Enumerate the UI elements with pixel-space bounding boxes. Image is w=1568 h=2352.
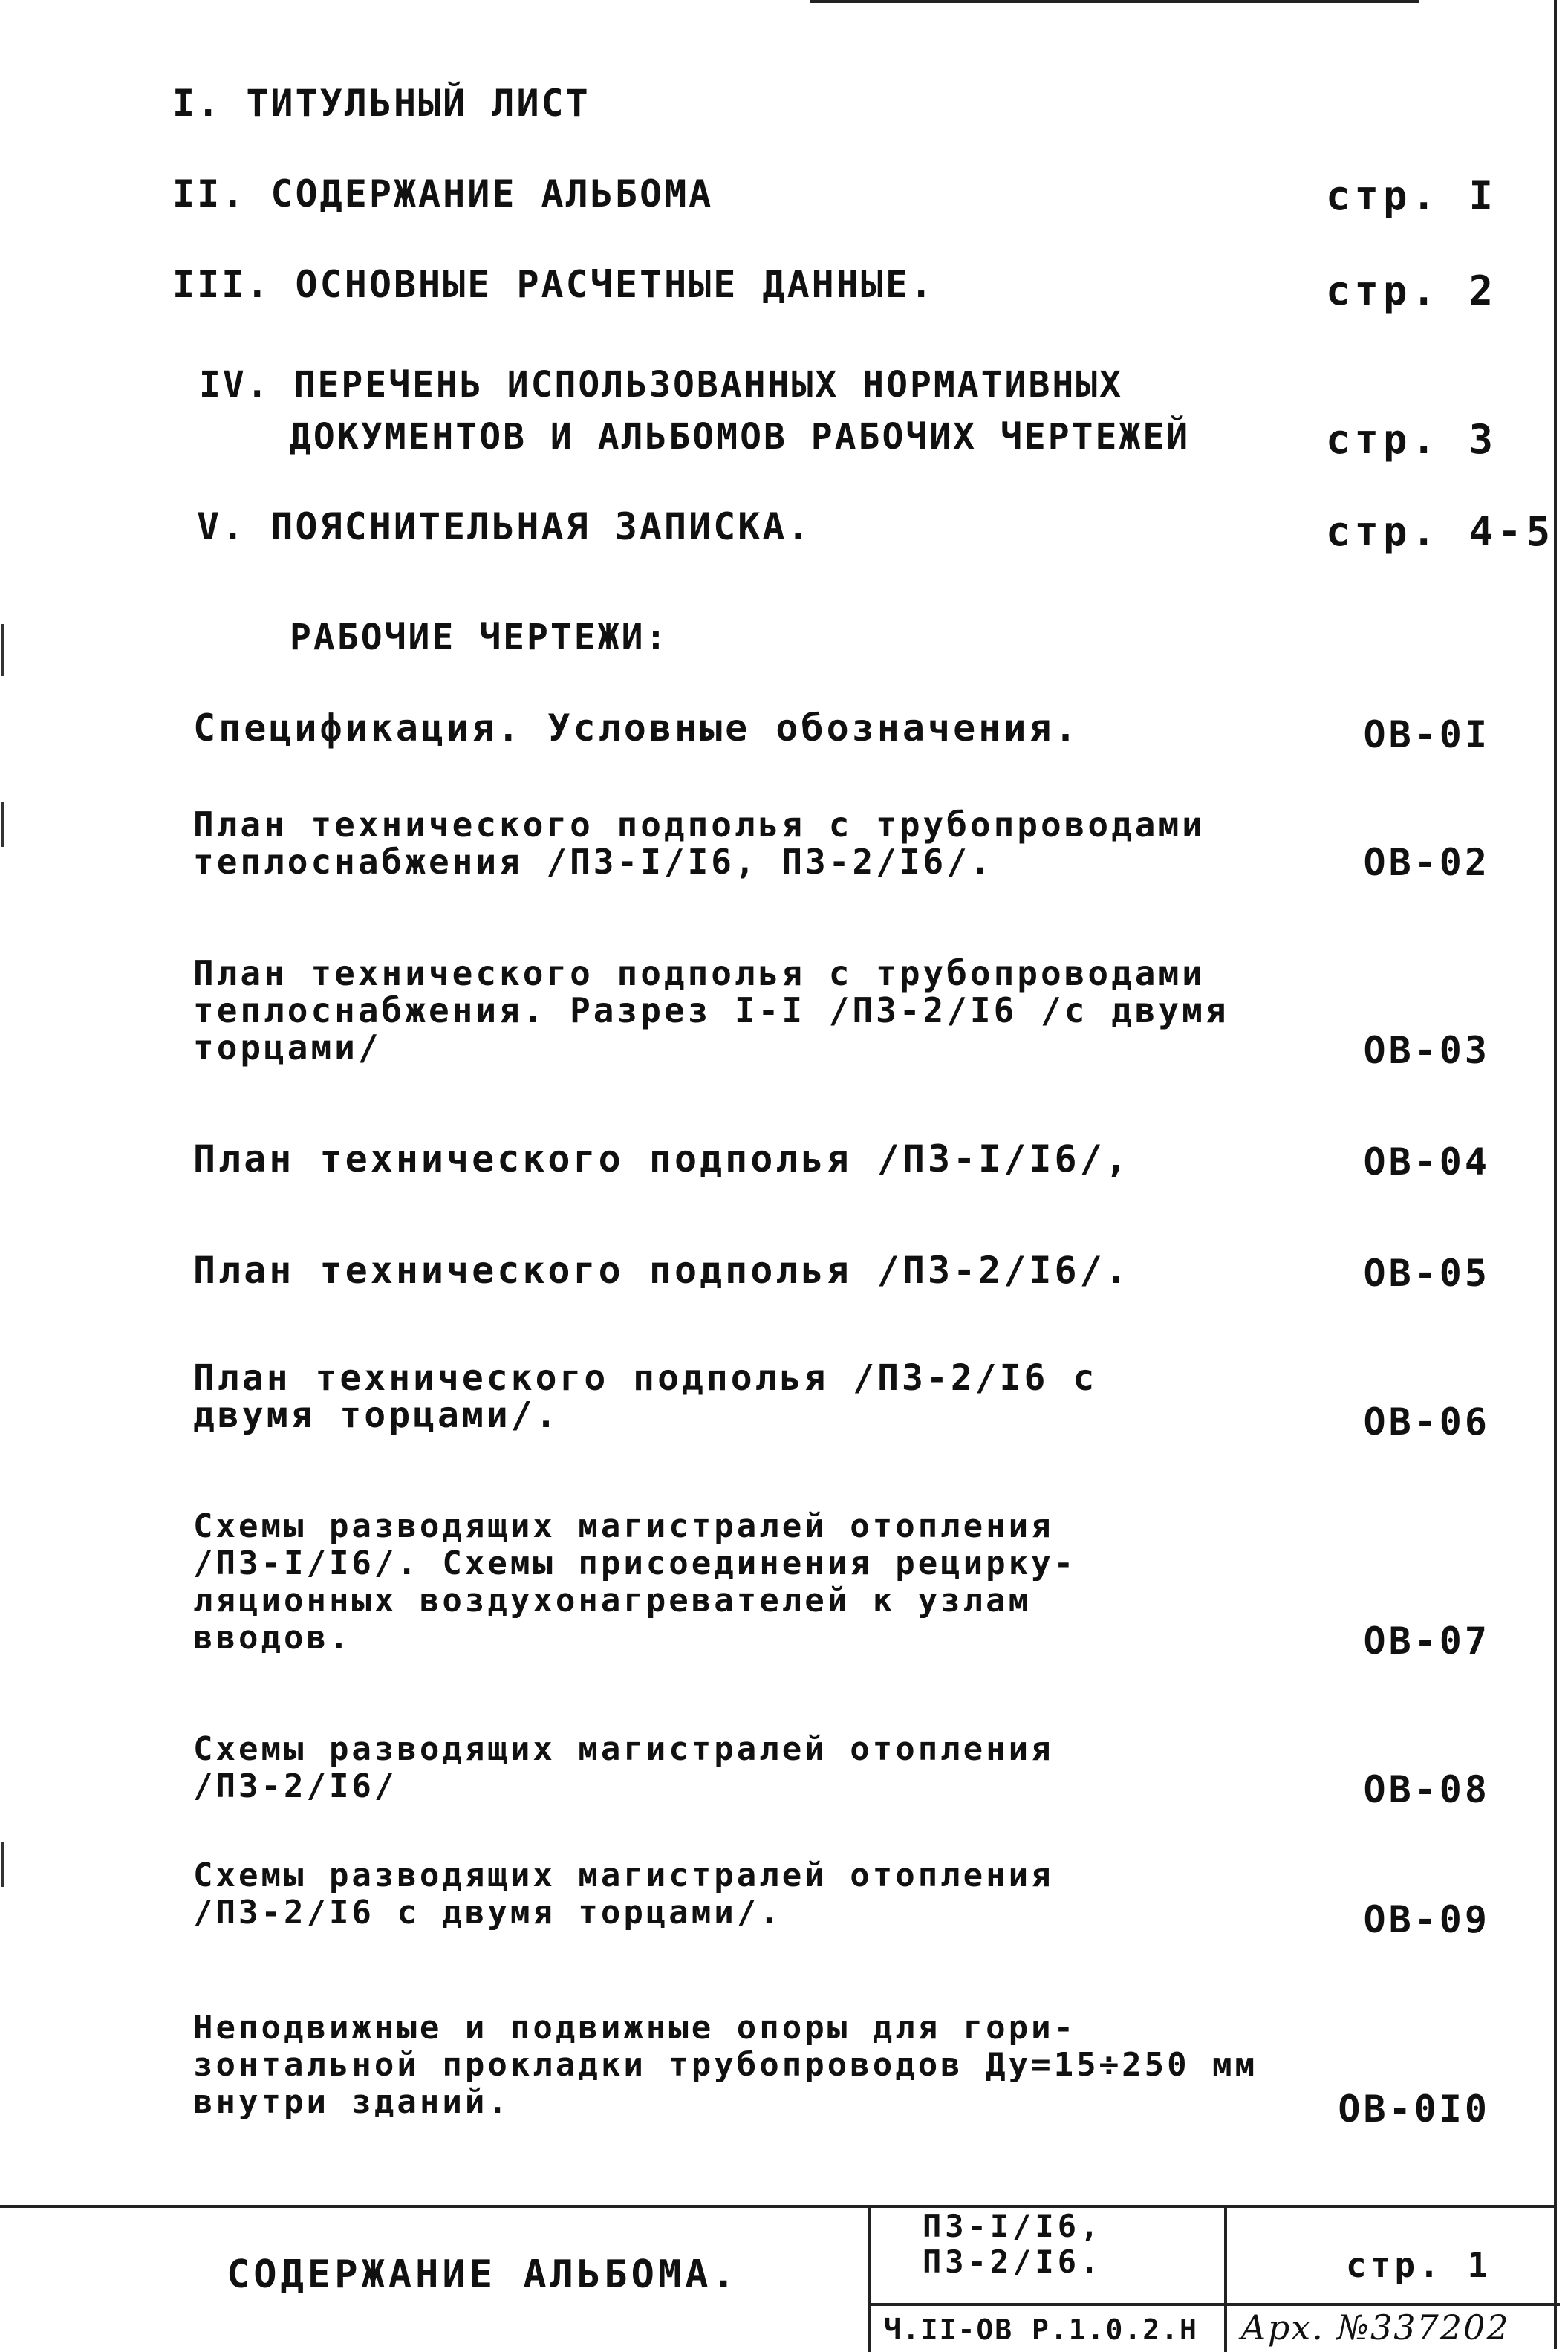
- section-item: [172, 172, 713, 215]
- drawing-line: План технического подполья с трубопроводами: [193, 953, 1206, 993]
- drawing-line: План технического подполья /П3-2/I6/.: [193, 1249, 1131, 1292]
- section-number: IV.: [199, 364, 270, 406]
- drawing-description: [193, 1857, 1054, 1932]
- section-page: стр. 4-5: [1326, 508, 1555, 555]
- drawing-line: /П3-2/I6/: [193, 1767, 397, 1805]
- binding-mark: [1, 802, 4, 847]
- drawing-code: ОВ-0I: [1363, 713, 1490, 756]
- binding-mark: [1, 624, 4, 676]
- section-title: ОСНОВНЫЕ РАСЧЕТНЫЕ ДАННЫЕ.: [295, 263, 935, 306]
- drawing-line: Неподвижные и подвижные опоры для гори-: [193, 2009, 1077, 2047]
- drawing-line: теплоснабжения. Разрез I-I /П3-2/I6 /с двумя: [193, 990, 1229, 1030]
- project-line-2: П3-2/I6.: [923, 2244, 1103, 2280]
- drawing-description: [193, 955, 1229, 1066]
- section-title-continuation: ДОКУМЕНТОВ И АЛЬБОМОВ РАБОЧИХ ЧЕРТЕЖЕЙ: [290, 416, 1191, 458]
- section-item: [199, 364, 1123, 406]
- drawing-description: [193, 1508, 1076, 1657]
- title-block-name: СОДЕРЖАНИЕ АЛЬБОМА.: [227, 2252, 739, 2297]
- title-block-project-cell: [868, 2208, 1227, 2352]
- title-block-divider: [1227, 2303, 1560, 2306]
- section-page: стр. 3: [1326, 416, 1498, 463]
- drawing-line: внутри зданий.: [193, 2083, 510, 2121]
- section-title: ТИТУЛЬНЫЙ ЛИСТ: [246, 82, 591, 125]
- drawing-description: [193, 806, 1206, 880]
- section-title: ПЕРЕЧЕНЬ ИСПОЛЬЗОВАННЫХ НОРМАТИВНЫХ: [293, 364, 1124, 406]
- drawing-code: ОВ-03: [1363, 1029, 1490, 1072]
- drawing-description: [193, 1731, 1054, 1805]
- drawing-description: [193, 1359, 1097, 1434]
- section-number: III.: [172, 263, 271, 306]
- sheet-number: стр. 1: [1346, 2245, 1492, 2285]
- section-title: СОДЕРЖАНИЕ АЛЬБОМА: [270, 172, 714, 215]
- title-block-sheet-cell: [1224, 2208, 1560, 2352]
- drawing-code: ОВ-06: [1363, 1400, 1490, 1443]
- section-page: стр. 2: [1326, 267, 1498, 314]
- drawing-line: двумя торцами/.: [193, 1394, 560, 1436]
- drawing-code: ОВ-07: [1363, 1620, 1490, 1663]
- drawing-code: ОВ-08: [1363, 1768, 1490, 1811]
- drawing-code: ОВ-02: [1363, 841, 1490, 884]
- drawing-line: План технического подполья /П3-I/I6/,: [193, 1137, 1131, 1180]
- section-number: I.: [172, 82, 222, 125]
- drawing-line: Схемы разводящих магистралей отопления: [193, 1507, 1054, 1545]
- drawing-line: зонтальной прокладки трубопроводов Ду=15÷250 мм: [193, 2046, 1258, 2084]
- section-item: [172, 263, 934, 306]
- drawing-line: Спецификация. Условные обозначения.: [193, 706, 1080, 750]
- series-code: Ч.II-ОВ Р.1.0.2.Н: [884, 2313, 1198, 2346]
- section-page: стр. I: [1326, 172, 1498, 219]
- project-line-1: П3-I/I6,: [923, 2208, 1103, 2244]
- drawing-line: Схемы разводящих магистралей отопления: [193, 1856, 1054, 1894]
- drawing-line: План технического подполья /П3-2/I6 с: [193, 1357, 1098, 1399]
- drawing-line: теплоснабжения /П3-I/I6, П3-2/I6/.: [193, 842, 994, 882]
- section-number: II.: [172, 172, 247, 215]
- section-item: [172, 82, 591, 125]
- section-title: ПОЯСНИТЕЛЬНАЯ ЗАПИСКА.: [270, 505, 812, 548]
- section-number: V.: [197, 505, 247, 548]
- drawings-heading: РАБОЧИЕ ЧЕРТЕЖИ:: [290, 617, 669, 658]
- drawing-line: /П3-I/I6/. Схемы присоединения рецирку-: [193, 1544, 1077, 1582]
- drawing-line: /П3-2/I6 с двумя торцами/.: [193, 1894, 782, 1932]
- title-block-divider: [871, 2303, 1227, 2306]
- archive-number: Арх. №337202: [1240, 2307, 1510, 2348]
- title-block: [0, 2205, 1557, 2352]
- drawing-code: ОВ-04: [1363, 1140, 1490, 1183]
- drawing-code: ОВ-05: [1363, 1252, 1490, 1295]
- drawing-line: План технического подполья с трубопроводами: [193, 805, 1206, 845]
- binding-mark: [1, 1842, 4, 1887]
- sheet-frame-top: [810, 0, 1419, 3]
- drawing-description: [193, 2010, 1258, 2121]
- drawing-description: [193, 1137, 1131, 1180]
- section-item: [197, 505, 812, 548]
- drawing-line: ляционных воздухонагревателей к узлам: [193, 1582, 1032, 1620]
- drawing-line: Схемы разводящих магистралей отопления: [193, 1730, 1054, 1768]
- sheet-frame-right: [1554, 0, 1557, 2349]
- drawing-line: вводов.: [193, 1619, 352, 1657]
- drawing-description: [193, 1249, 1131, 1292]
- drawing-description: [193, 706, 1080, 750]
- drawing-code: ОВ-09: [1363, 1898, 1490, 1941]
- drawing-code: ОВ-0I0: [1338, 2088, 1490, 2131]
- drawing-line: торцами/: [193, 1027, 382, 1068]
